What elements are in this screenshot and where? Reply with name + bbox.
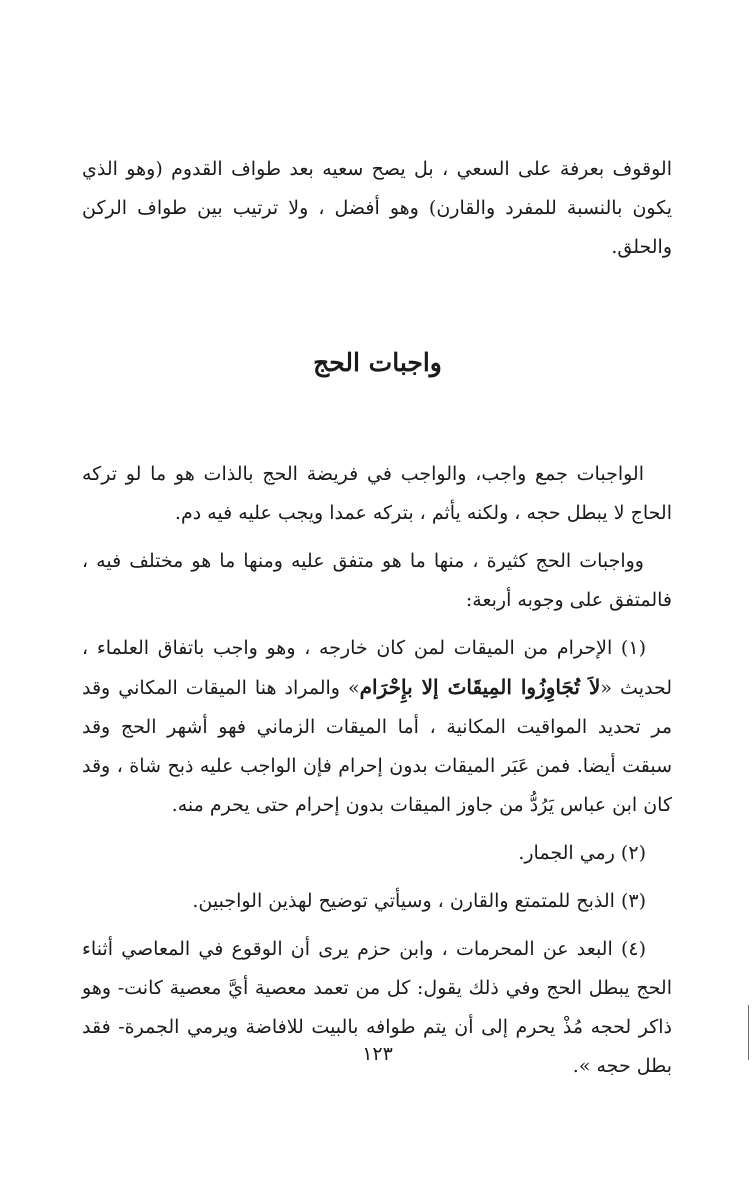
page-number: ١٢٣ (362, 1043, 393, 1065)
hadith-quote: لاَ تُجَاوِزُوا المِيقَاتَ إلا بإِحْرَام (359, 675, 601, 699)
intro-paragraph: الوقوف بعرفة على السعي ، بل يصح سعيه بعد طواف القدوم (وهو الذي يكون بالنسبة للمفرد والقارن) وهو أفضل ، ولا ترتيب بين طواف الركن والحلق. (82, 158, 672, 258)
list-item-3: (٣) الذبح للمتمتع والقارن ، وسيأتي توضيح لهذين الواجبين. (192, 890, 646, 912)
section-body (82, 455, 672, 1095)
list-item-1-intro: (١) الإحرام من الميقات لمن كان خارجه ، وهو واجب باتفاق العلماء ، لحديث « (82, 637, 673, 699)
intro-paragraph-block (82, 150, 672, 267)
paragraph-definition: الواجبات جمع واجب، والواجب في فريضة الحج بالذات هو ما لو تركه الحاج لا يبطل حجه ، ولكنه يأثم ، بتركه عمدا ويجب عليه فيه دم. (82, 463, 672, 524)
paragraph-overview: وواجبات الحج كثيرة ، منها ما هو متفق عليه ومنها ما هو مختلف فيه ، فالمتفق على وجوبه أربعة: (82, 550, 672, 611)
list-item-1 (82, 629, 672, 825)
scan-edge-mark (748, 1005, 749, 1060)
list-item-2: (٢) رمي الجمار. (518, 842, 646, 864)
list-item-4: (٤) البعد عن المحرمات ، وابن حزم يرى أن الوقوع في المعاصي أثناء الحج يبطل الحج وفي ذلك يقول: كل من تعمد معصية أيَّ معصية كانت- وهو ذاكر لحجه مُذْ يحرم إلى أن يتم طوافه بالبيت للافاضة ويرمي الجمرة- فقد بطل حجه ». (82, 938, 672, 1077)
list-item-1-rest: » والمراد هنا الميقات المكاني وقد مر تحديد المواقيت المكانية ، أما الميقات الزماني فهو أشهر الحج وقد سبقت أيضا. فمن عَبَر الميقات بدون إحرام فإن الواجب عليه ذبح شاة ، وقد كان ابن عباس يَرُدُّ من جاوز الميقات بدون إحرام حتى يحرم منه. (82, 677, 672, 816)
section-heading: واجبات الحج (313, 348, 442, 377)
